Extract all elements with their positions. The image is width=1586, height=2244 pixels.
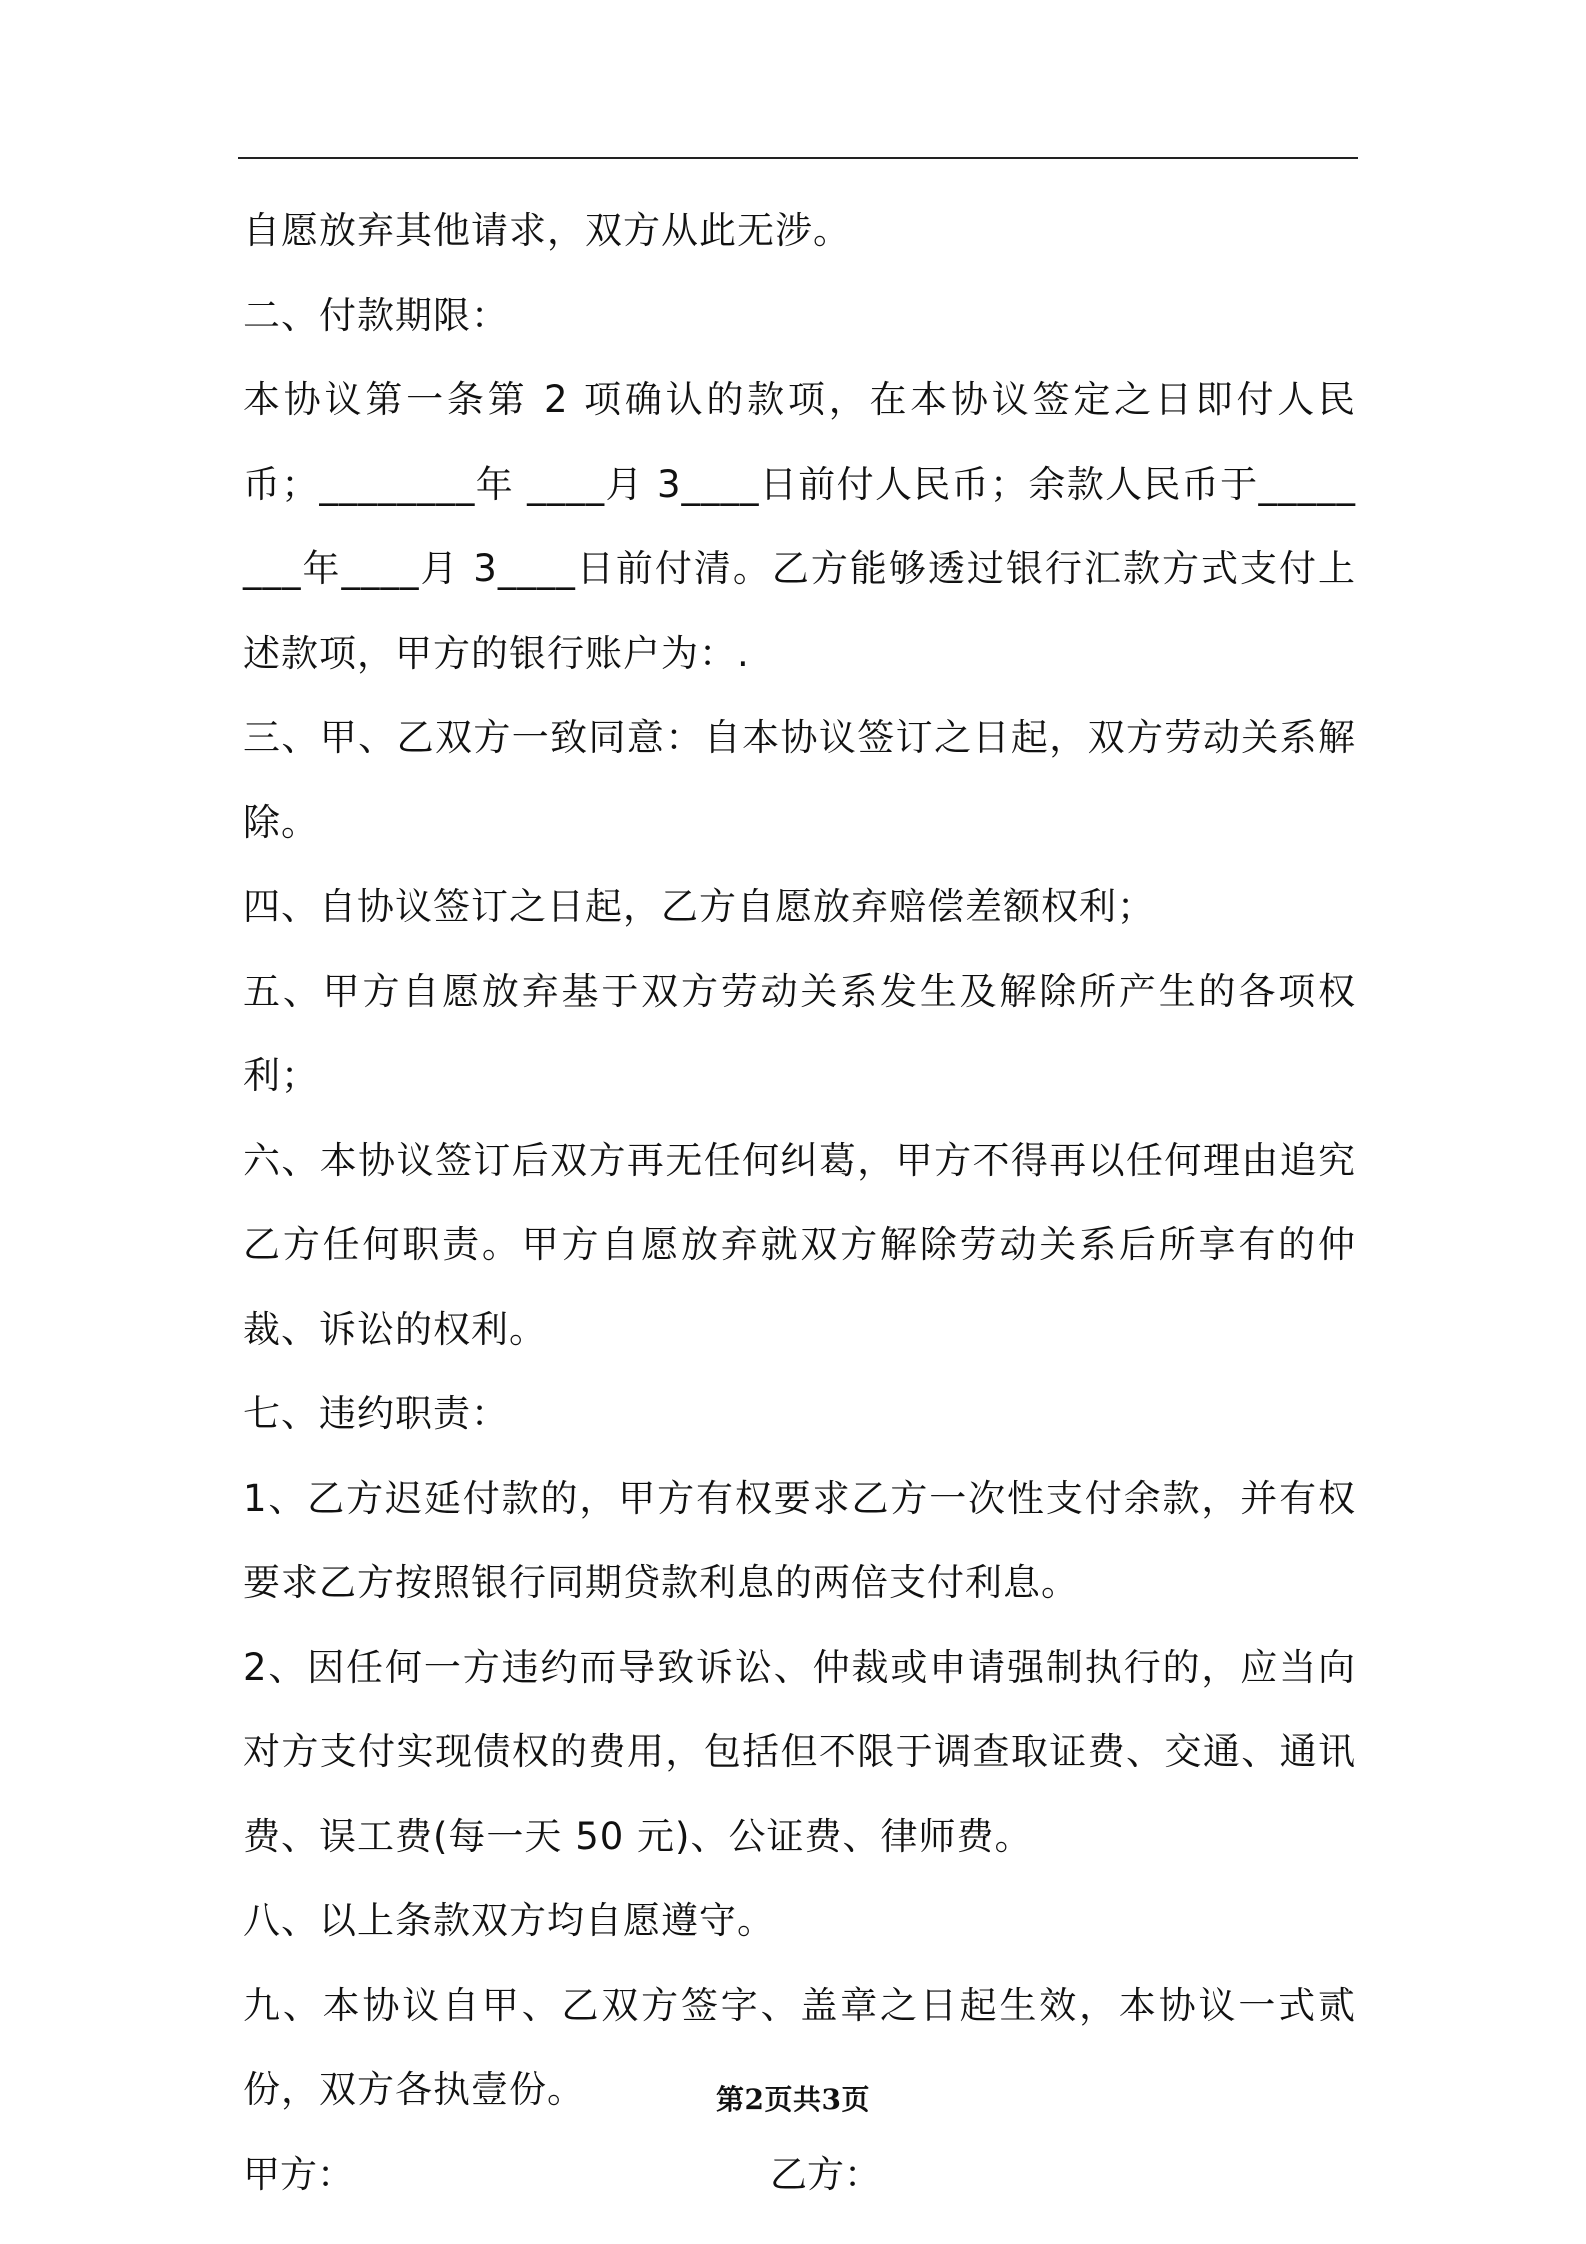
clause-four: 四、自协议签订之日起，乙方自愿放弃赔偿差额权利； [243,885,1155,928]
signature-party-a: 甲方： [243,2152,354,2196]
paragraph-payment-details: 本协议第一条第 2 项确认的款项，在本协议签定之日即付人民币；________年 ____月 3____日前付人民币；余款人民币于________年____月 3____日前付清。乙方能够透过银行汇款方式支付上述款项，甲方的银行账户为：. [243,378,1356,675]
clause-three: 三、甲、乙双方一致同意：自本协议签订之日起，双方劳动关系解除。 [243,716,1356,844]
breach-item-2: 2、因任何一方违约而导致诉讼、仲裁或申请强制执行的，应当向对方支付实现债权的费用，包括但不限于调查取证费、交通、通讯费、误工费(每一天 50 元)、公证费、律师费。 [243,1645,1356,1858]
clause-five: 五、甲方自愿放弃基于双方劳动关系发生及解除所产生的各项权利； [243,969,1356,1097]
signature-party-b: 乙方： [770,2152,881,2196]
heading-breach-liability: 七、违约职责： [243,1392,509,1435]
paragraph-waiver-continued: 自愿放弃其他请求，双方从此无涉。 [243,209,851,252]
breach-item-1: 1、乙方迟延付款的，甲方有权要求乙方一次性支付余款，并有权要求乙方按照银行同期贷款利息的两倍支付利息。 [243,1476,1356,1604]
clause-six: 六、本协议签订后双方再无任何纠葛，甲方不得再以任何理由追究乙方任何职责。甲方自愿放弃就双方解除劳动关系后所享有的仲裁、诉讼的权利。 [243,1138,1356,1351]
clause-eight: 八、以上条款双方均自愿遵守。 [243,1899,775,1942]
header-rule [238,157,1358,159]
signature-block [243,2133,1356,2218]
page-number: 第2页共3页 [716,2083,870,2116]
document-body [243,189,1356,2217]
clause-nine: 九、本协议自甲、乙双方签字、盖章之日起生效，本协议一式贰份，双方各执壹份。 [243,1983,1356,2111]
heading-payment-term: 二、付款期限： [243,293,509,337]
